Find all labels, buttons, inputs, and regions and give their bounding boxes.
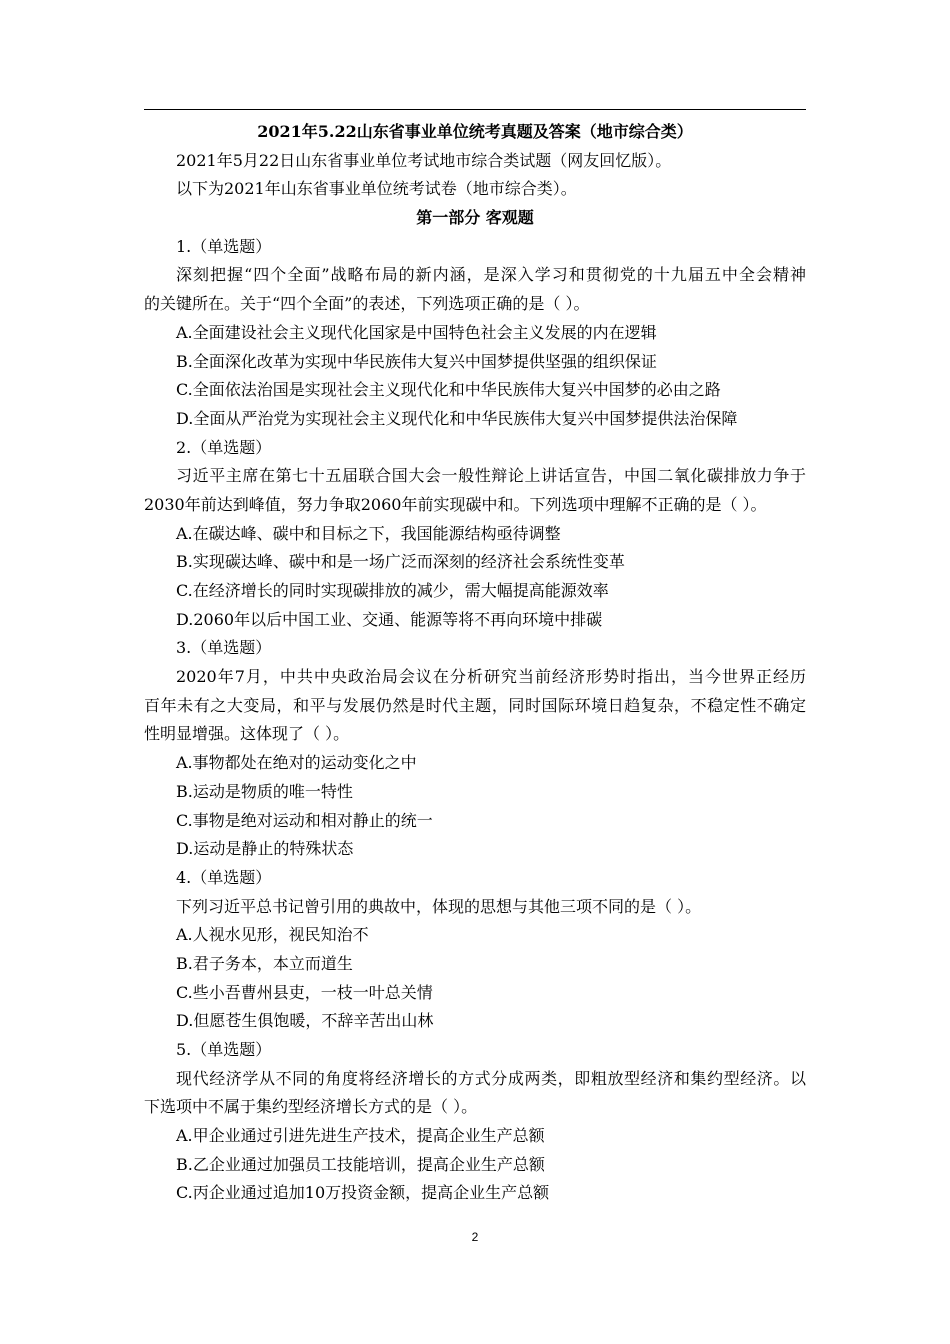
option-a: A.在碳达峰、碳中和目标之下，我国能源结构亟待调整 [176, 523, 561, 543]
question-4 [144, 864, 806, 1036]
section-heading: 第一部分 客观题 [416, 208, 534, 228]
option-b: B.乙企业通过加强员工技能培训，提高企业生产总额 [176, 1154, 545, 1174]
option-c: C.在经济增长的同时实现碳排放的减少，需大幅提高能源效率 [176, 581, 609, 600]
option-d: D.但愿苍生俱饱暖，不辞辛苦出山林 [176, 1011, 434, 1031]
question-stem-line: 性明显增强。这体现了（ ）。 [144, 724, 350, 744]
question-label: 3.（单选题） [176, 638, 272, 658]
question-2 [144, 434, 806, 635]
option-b: B.君子务本，本立而道生 [176, 953, 353, 973]
option-a: A.甲企业通过引进先进生产技术，提高企业生产总额 [176, 1126, 545, 1146]
option-a: A.全面建设社会主义现代化国家是中国特色社会主义发展的内在逻辑 [176, 322, 657, 342]
question-stem-line: 深刻把握“四个全面”战略布局的新内涵，是深入学习和贯彻党的十九届五中全会精神 [176, 265, 806, 285]
question-label: 1.（单选题） [176, 236, 272, 256]
page-number: 2 [471, 1230, 479, 1244]
option-b: B.运动是物质的唯一特性 [176, 781, 353, 801]
header-rule [144, 109, 806, 110]
document-title: 2021年5.22山东省事业单位统考真题及答案（地市综合类） [257, 122, 693, 141]
question-label: 2.（单选题） [176, 437, 272, 457]
option-c: C.事物是绝对运动和相对静止的统一 [176, 810, 433, 830]
option-d: D.全面从严治党为实现社会主义现代化和中华民族伟大复兴中国梦提供法治保障 [176, 408, 738, 428]
option-b: B.实现碳达峰、碳中和是一场广泛而深刻的经济社会系统性变革 [176, 552, 625, 572]
question-stem-line: 百年未有之大变局，和平与发展仍然是时代主题，同时国际环境日趋复杂，不稳定性不确定 [144, 695, 806, 715]
option-c: C.丙企业通过追加10万投资金额，提高企业生产总额 [176, 1183, 550, 1203]
intro-line-1: 2021年5月22日山东省事业单位考试地市综合类试题（网友回忆版）。 [176, 150, 672, 170]
question-5 [144, 1036, 806, 1208]
option-c: C.些小吾曹州县吏，一枝一叶总关情 [176, 982, 433, 1002]
intro-line-2: 以下为2021年山东省事业单位统考试卷（地市综合类）。 [176, 179, 577, 199]
question-stem-line: 下列习近平总书记曾引用的典故中，体现的思想与其他三项不同的是（ ）。 [176, 896, 702, 916]
question-3 [144, 634, 806, 864]
question-stem-line: 现代经济学从不同的角度将经济增长的方式分成两类，即粗放型经济和集约型经济。以 [176, 1068, 806, 1088]
option-a: A.事物都处在绝对的运动变化之中 [176, 753, 417, 773]
option-d: D.运动是静止的特殊状态 [176, 839, 354, 859]
question-stem-line: 习近平主席在第七十五届联合国大会一般性辩论上讲话宣告，中国二氧化碳排放力争于 [176, 466, 806, 486]
question-1 [144, 233, 806, 434]
question-stem-line: 2030年前达到峰值，努力争取2060年前实现碳中和。下列选项中理解不正确的是（ ）。 [144, 494, 767, 514]
question-stem-line: 下选项中不属于集约型经济增长方式的是（ ）。 [144, 1097, 478, 1117]
question-stem-line: 2020年7月，中共中央政治局会议在分析研究当前经济形势时指出，当今世界正经历 [176, 667, 806, 687]
option-c: C.全面依法治国是实现社会主义现代化和中华民族伟大复兴中国梦的必由之路 [176, 380, 721, 400]
question-label: 4.（单选题） [176, 867, 272, 887]
option-b: B.全面深化改革为实现中华民族伟大复兴中国梦提供坚强的组织保证 [176, 351, 657, 371]
question-stem-line: 的关键所在。关于“四个全面”的表述，下列选项正确的是（ ）。 [144, 294, 590, 314]
question-label: 5.（单选题） [176, 1040, 272, 1059]
option-a: A.人视水见形，视民知治不 [176, 925, 369, 945]
option-d: D.2060年以后中国工业、交通、能源等将不再向环境中排碳 [176, 609, 603, 629]
document-body [144, 118, 806, 1208]
